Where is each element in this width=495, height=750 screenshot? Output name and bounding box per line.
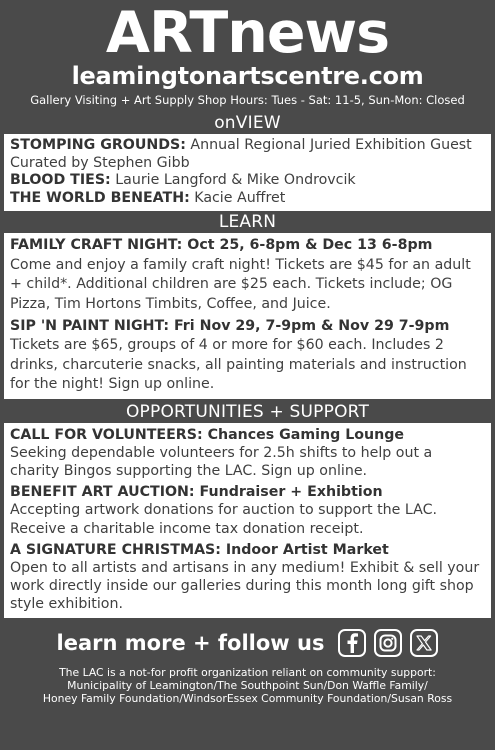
section-header-onview: onVIEW xyxy=(214,113,281,133)
opportunity-item xyxy=(10,541,485,614)
opportunity-item xyxy=(10,483,485,538)
exhibition-title: THE WORLD BENEATH: xyxy=(10,189,190,206)
opportunities-panel xyxy=(4,423,491,618)
section-header-opportunities: OPPORTUNITIES + SUPPORT xyxy=(125,401,370,422)
support-note-line: Honey Family Foundation/WindsorEssex Community Foundation/Susan Ross xyxy=(42,692,453,706)
masthead xyxy=(0,0,495,108)
event-heading: FAMILY CRAFT NIGHT: Oct 25, 6-8pm & Dec 13 6-8pm xyxy=(10,237,433,254)
footer xyxy=(0,618,495,706)
exhibition-detail: Kacie Auffret xyxy=(189,189,286,206)
section-header-learn: LEARN xyxy=(218,212,277,233)
opportunity-heading: BENEFIT ART AUCTION: Fundraiser + Exhibtion xyxy=(10,484,383,501)
onview-item xyxy=(10,172,485,190)
onview-item xyxy=(10,137,485,172)
opportunity-heading: CALL FOR VOLUNTEERS: Chances Gaming Lounge xyxy=(10,426,404,443)
event-description: Come and enjoy a family craft night! Tickets are $45 for an adult + child*. Additional children are $25 each. Tickets include; OG Pizza, Tim Hortons Timbits, Coffee, and Juice. xyxy=(10,256,471,312)
x-icon[interactable] xyxy=(410,629,438,657)
follow-row xyxy=(0,626,495,660)
support-note-line: Municipality of Leamington/The Southpoint Sun/Don Waffle Family/ xyxy=(67,679,428,693)
newsletter-title: ARTnews xyxy=(105,0,390,66)
exhibition-detail: Laurie Langford & Mike Ondrovcik xyxy=(110,172,356,189)
gallery-hours: Gallery Visiting + Art Supply Shop Hours: Tues - Sat: 11-5, Sun-Mon: Closed xyxy=(30,93,465,107)
facebook-icon[interactable] xyxy=(338,629,366,657)
opportunity-description: Accepting artwork donations for auction to support the LAC. Receive a charitable income tax donation receipt. xyxy=(10,502,438,537)
opportunity-heading: A SIGNATURE CHRISTMAS: Indoor Artist Market xyxy=(10,541,389,558)
onview-item xyxy=(10,190,485,208)
opportunity-description: Open to all artists and artisans in any medium! Exhibit & sell your work directly inside our galleries during this month long gift shop style exhibition. xyxy=(10,560,480,613)
onview-panel xyxy=(4,134,491,211)
exhibition-title: STOMPING GROUNDS: xyxy=(10,137,186,153)
learn-item xyxy=(10,236,485,314)
website-link[interactable]: leamingtonartscentre.com xyxy=(71,62,424,90)
learn-panel xyxy=(4,233,491,398)
support-note xyxy=(0,666,495,706)
event-heading: SIP 'N PAINT NIGHT: Fri Nov 29, 7-9pm & Nov 29 7-9pm xyxy=(10,318,450,334)
opportunity-description: Seeking dependable volunteers for 2.5h shifts to help out a charity Bingos supporting the LAC. Sign up online. xyxy=(10,444,433,480)
event-description: Tickets are $65, groups of 4 or more for $60 each. Includes 2 drinks, charcuterie snacks, all painting materials and instruction for the night! Sign up online. xyxy=(10,337,467,393)
follow-us-text: learn more + follow us xyxy=(56,630,325,655)
support-note-line: The LAC is a not-for profit organization reliant on community support: xyxy=(59,665,436,679)
opportunity-item xyxy=(10,426,485,481)
learn-item xyxy=(10,317,485,395)
instagram-icon[interactable] xyxy=(374,629,402,657)
exhibition-detail: Annual Regional Juried Exhibition Guest Curated by Stephen Gibb xyxy=(10,137,472,171)
exhibition-title: BLOOD TIES: xyxy=(10,172,111,189)
